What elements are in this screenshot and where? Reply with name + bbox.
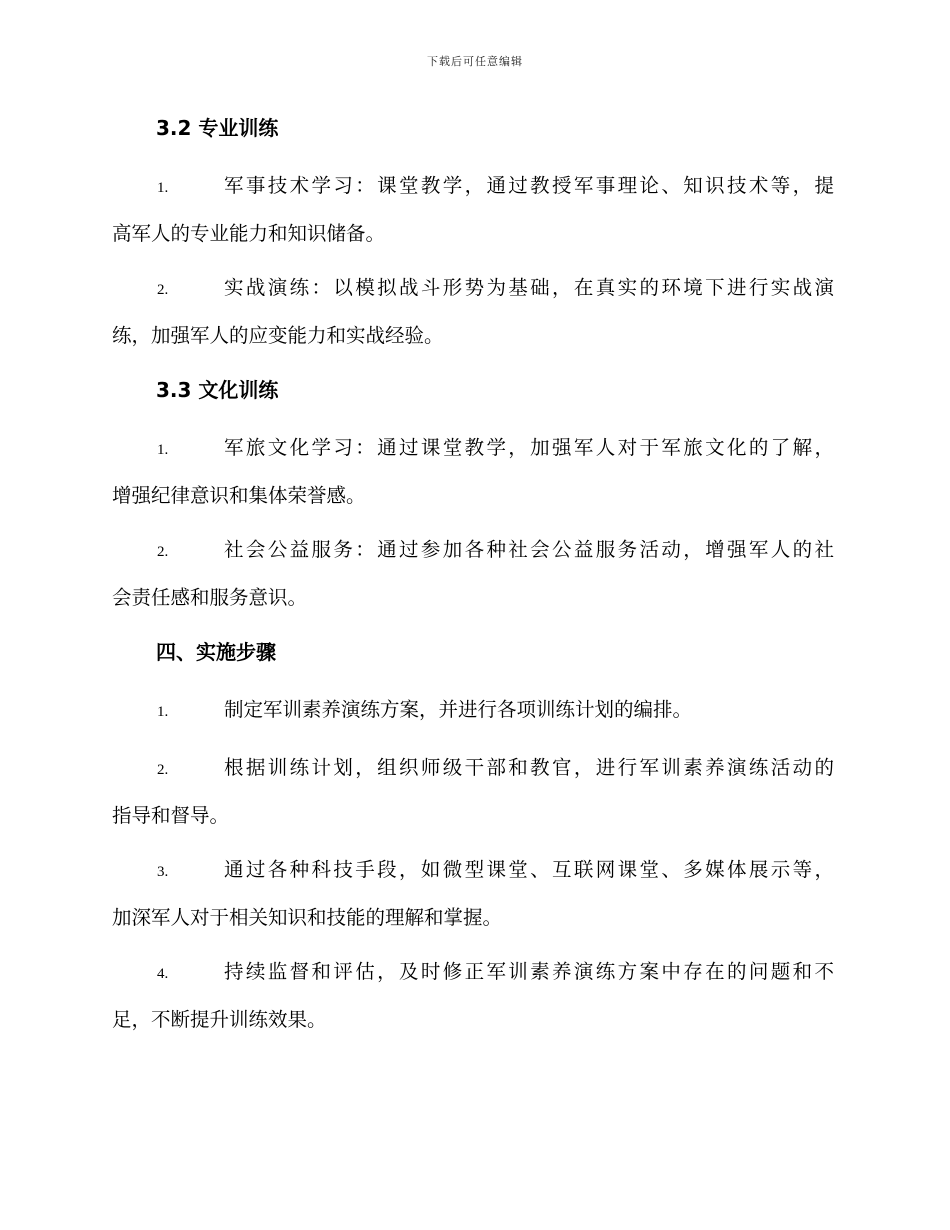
list-item: [112, 425, 834, 519]
list-item: [112, 265, 834, 359]
list-item: [112, 745, 834, 839]
list-item-text-continued: 指导和督导。: [112, 804, 230, 827]
list-item-text: 社会公益服务：通过参加各种社会公益服务活动，增强军人的社: [224, 538, 834, 561]
list-item: [112, 163, 834, 257]
list-item-text: 根据训练计划，组织师级干部和教官，进行军训素养演练活动的: [224, 756, 834, 779]
list-item-number: 2.: [157, 544, 169, 560]
list-item-number: 1.: [157, 704, 169, 720]
list-item-text: 军事技术学习：课堂教学，通过教授军事理论、知识技术等，提: [224, 174, 834, 197]
list-item-text: 实战演练：以模拟战斗形势为基础，在真实的环境下进行实战演: [224, 276, 834, 299]
section-heading-3-2: 3.2 专业训练: [156, 116, 279, 140]
list-item-number: 3.: [157, 864, 169, 880]
list-item: [112, 687, 834, 735]
section-heading-implementation-steps: 四、实施步骤: [156, 640, 276, 664]
list-item-text: 军旅文化学习：通过课堂教学，加强军人对于军旅文化的了解，: [224, 436, 834, 459]
section-heading-3-3: 3.3 文化训练: [156, 378, 279, 402]
list-item: [112, 847, 834, 941]
header-note: 下载后可任意编辑: [427, 55, 523, 68]
list-item-number: 1.: [157, 442, 169, 458]
list-item-text: 持续监督和评估，及时修正军训素养演练方案中存在的问题和不: [224, 960, 834, 983]
list-item-text-continued: 足，不断提升训练效果。: [112, 1008, 327, 1031]
list-item-text-continued: 高军人的专业能力和知识储备。: [112, 222, 386, 245]
list-item: [112, 949, 834, 1043]
list-item-text: 通过各种科技手段，如微型课堂、互联网课堂、多媒体展示等，: [224, 858, 834, 881]
list-item-text-continued: 加深军人对于相关知识和技能的理解和掌握。: [112, 906, 503, 929]
list-item-number: 1.: [157, 180, 169, 196]
list-item-text-continued: 增强纪律意识和集体荣誉感。: [112, 484, 366, 507]
list-item: [112, 527, 834, 621]
list-item-number: 2.: [157, 762, 169, 778]
list-item-number: 4.: [157, 966, 169, 982]
list-item-text-continued: 练，加强军人的应变能力和实战经验。: [112, 324, 444, 347]
list-item-text: 制定军训素养演练方案，并进行各项训练计划的编排。: [224, 698, 693, 721]
list-item-number: 2.: [157, 282, 169, 298]
list-item-text-continued: 会责任感和服务意识。: [112, 586, 308, 609]
